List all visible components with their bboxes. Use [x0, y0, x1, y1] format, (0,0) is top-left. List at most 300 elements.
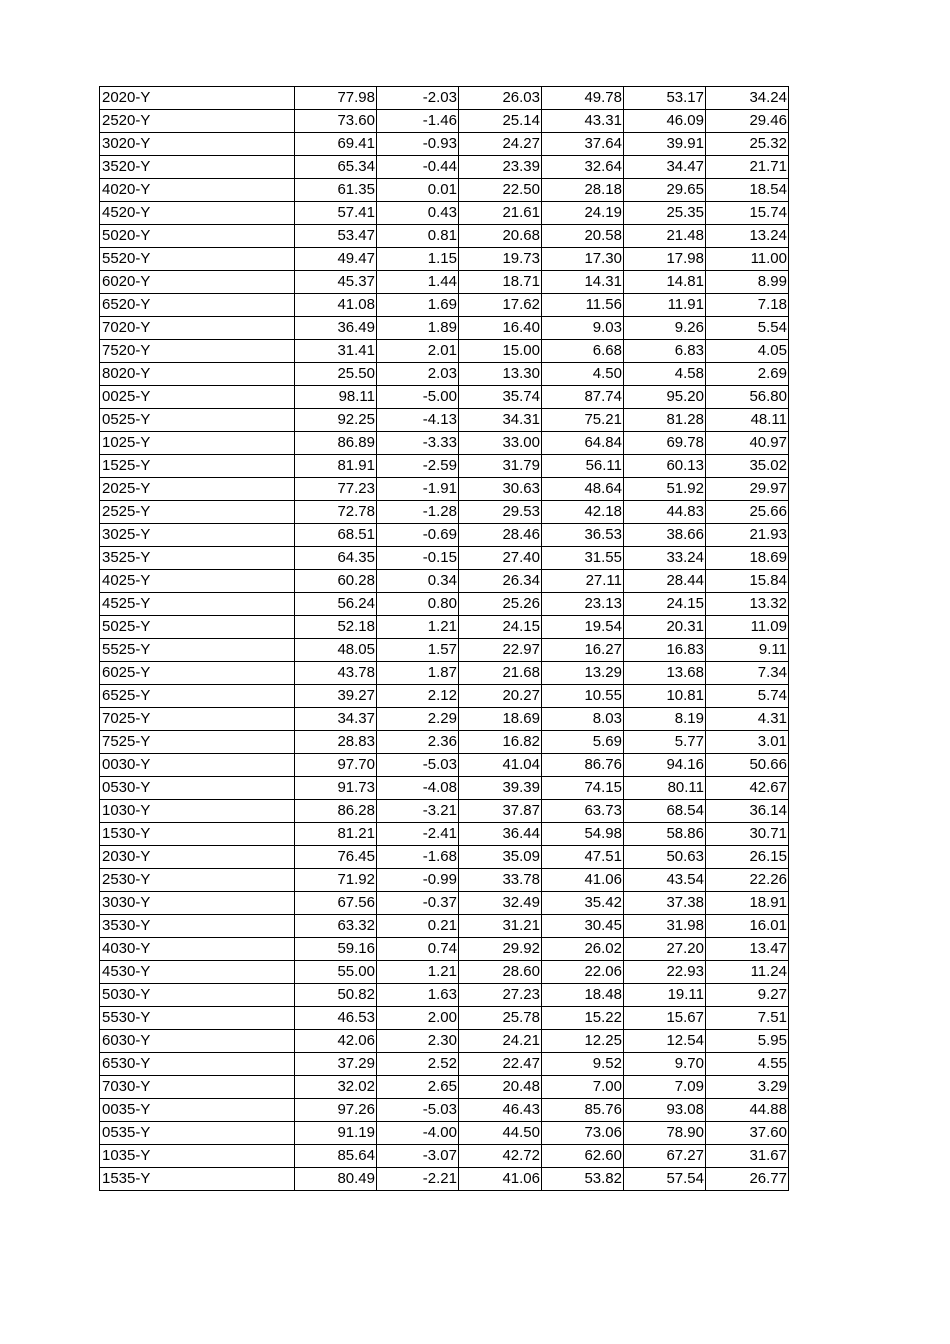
row-label-cell[interactable]: 2520-Y — [100, 110, 295, 133]
value-cell[interactable]: 41.06 — [542, 869, 624, 892]
value-cell[interactable]: 48.05 — [295, 639, 377, 662]
value-cell[interactable]: 91.19 — [295, 1122, 377, 1145]
value-cell[interactable]: 58.86 — [624, 823, 706, 846]
value-cell[interactable]: 32.02 — [295, 1076, 377, 1099]
value-cell[interactable]: 4.50 — [542, 363, 624, 386]
value-cell[interactable]: 57.41 — [295, 202, 377, 225]
row-label-cell[interactable]: 4520-Y — [100, 202, 295, 225]
value-cell[interactable]: 28.18 — [542, 179, 624, 202]
value-cell[interactable]: 38.66 — [624, 524, 706, 547]
value-cell[interactable]: 11.56 — [542, 294, 624, 317]
value-cell[interactable]: 9.27 — [706, 984, 789, 1007]
value-cell[interactable]: 98.11 — [295, 386, 377, 409]
value-cell[interactable]: 40.97 — [706, 432, 789, 455]
value-cell[interactable]: 33.24 — [624, 547, 706, 570]
value-cell[interactable]: 85.76 — [542, 1099, 624, 1122]
value-cell[interactable]: 22.93 — [624, 961, 706, 984]
value-cell[interactable]: 39.39 — [459, 777, 542, 800]
value-cell[interactable]: 26.77 — [706, 1168, 789, 1191]
value-cell[interactable]: 19.73 — [459, 248, 542, 271]
value-cell[interactable]: -5.03 — [377, 1099, 459, 1122]
row-label-cell[interactable]: 6530-Y — [100, 1053, 295, 1076]
value-cell[interactable]: 81.91 — [295, 455, 377, 478]
value-cell[interactable]: 31.98 — [624, 915, 706, 938]
value-cell[interactable]: 48.11 — [706, 409, 789, 432]
value-cell[interactable]: 0.01 — [377, 179, 459, 202]
value-cell[interactable]: 5.54 — [706, 317, 789, 340]
value-cell[interactable]: 5.69 — [542, 731, 624, 754]
value-cell[interactable]: -0.44 — [377, 156, 459, 179]
value-cell[interactable]: 8.03 — [542, 708, 624, 731]
value-cell[interactable]: 62.60 — [542, 1145, 624, 1168]
value-cell[interactable]: 23.13 — [542, 593, 624, 616]
value-cell[interactable]: 18.71 — [459, 271, 542, 294]
value-cell[interactable]: 44.83 — [624, 501, 706, 524]
value-cell[interactable]: 25.35 — [624, 202, 706, 225]
row-label-cell[interactable]: 1535-Y — [100, 1168, 295, 1191]
value-cell[interactable]: 33.78 — [459, 869, 542, 892]
value-cell[interactable]: 9.03 — [542, 317, 624, 340]
row-label-cell[interactable]: 0035-Y — [100, 1099, 295, 1122]
value-cell[interactable]: 36.49 — [295, 317, 377, 340]
row-label-cell[interactable]: 5520-Y — [100, 248, 295, 271]
value-cell[interactable]: 31.67 — [706, 1145, 789, 1168]
value-cell[interactable]: 16.83 — [624, 639, 706, 662]
value-cell[interactable]: 80.11 — [624, 777, 706, 800]
row-label-cell[interactable]: 4025-Y — [100, 570, 295, 593]
value-cell[interactable]: 28.44 — [624, 570, 706, 593]
value-cell[interactable]: 97.26 — [295, 1099, 377, 1122]
value-cell[interactable]: 0.34 — [377, 570, 459, 593]
value-cell[interactable]: 44.88 — [706, 1099, 789, 1122]
row-label-cell[interactable]: 0025-Y — [100, 386, 295, 409]
value-cell[interactable]: 9.70 — [624, 1053, 706, 1076]
value-cell[interactable]: 22.06 — [542, 961, 624, 984]
row-label-cell[interactable]: 5020-Y — [100, 225, 295, 248]
value-cell[interactable]: 76.45 — [295, 846, 377, 869]
value-cell[interactable]: 17.30 — [542, 248, 624, 271]
value-cell[interactable]: 16.82 — [459, 731, 542, 754]
value-cell[interactable]: -2.03 — [377, 87, 459, 110]
value-cell[interactable]: 35.74 — [459, 386, 542, 409]
value-cell[interactable]: 31.21 — [459, 915, 542, 938]
value-cell[interactable]: -3.33 — [377, 432, 459, 455]
value-cell[interactable]: 93.08 — [624, 1099, 706, 1122]
value-cell[interactable]: 39.27 — [295, 685, 377, 708]
value-cell[interactable]: 68.51 — [295, 524, 377, 547]
value-cell[interactable]: 77.98 — [295, 87, 377, 110]
value-cell[interactable]: 20.68 — [459, 225, 542, 248]
value-cell[interactable]: 9.52 — [542, 1053, 624, 1076]
row-label-cell[interactable]: 6525-Y — [100, 685, 295, 708]
value-cell[interactable]: 23.39 — [459, 156, 542, 179]
value-cell[interactable]: 24.21 — [459, 1030, 542, 1053]
value-cell[interactable]: 50.66 — [706, 754, 789, 777]
value-cell[interactable]: -1.28 — [377, 501, 459, 524]
value-cell[interactable]: 37.87 — [459, 800, 542, 823]
value-cell[interactable]: 2.01 — [377, 340, 459, 363]
value-cell[interactable]: 26.34 — [459, 570, 542, 593]
value-cell[interactable]: 43.54 — [624, 869, 706, 892]
value-cell[interactable]: 11.24 — [706, 961, 789, 984]
value-cell[interactable]: 20.48 — [459, 1076, 542, 1099]
row-label-cell[interactable]: 5530-Y — [100, 1007, 295, 1030]
value-cell[interactable]: -0.69 — [377, 524, 459, 547]
value-cell[interactable]: -2.59 — [377, 455, 459, 478]
value-cell[interactable]: 34.47 — [624, 156, 706, 179]
value-cell[interactable]: 36.14 — [706, 800, 789, 823]
row-label-cell[interactable]: 1525-Y — [100, 455, 295, 478]
value-cell[interactable]: 6.68 — [542, 340, 624, 363]
value-cell[interactable]: 22.97 — [459, 639, 542, 662]
value-cell[interactable]: 11.09 — [706, 616, 789, 639]
value-cell[interactable]: -0.37 — [377, 892, 459, 915]
value-cell[interactable]: 28.60 — [459, 961, 542, 984]
value-cell[interactable]: 73.06 — [542, 1122, 624, 1145]
value-cell[interactable]: 13.24 — [706, 225, 789, 248]
value-cell[interactable]: 92.25 — [295, 409, 377, 432]
value-cell[interactable]: 7.18 — [706, 294, 789, 317]
value-cell[interactable]: 43.78 — [295, 662, 377, 685]
value-cell[interactable]: 18.48 — [542, 984, 624, 1007]
value-cell[interactable]: 14.81 — [624, 271, 706, 294]
value-cell[interactable]: 36.53 — [542, 524, 624, 547]
value-cell[interactable]: 32.49 — [459, 892, 542, 915]
value-cell[interactable]: 2.03 — [377, 363, 459, 386]
row-label-cell[interactable]: 6030-Y — [100, 1030, 295, 1053]
value-cell[interactable]: 8.99 — [706, 271, 789, 294]
row-label-cell[interactable]: 0530-Y — [100, 777, 295, 800]
value-cell[interactable]: 9.26 — [624, 317, 706, 340]
value-cell[interactable]: 64.84 — [542, 432, 624, 455]
value-cell[interactable]: 41.08 — [295, 294, 377, 317]
value-cell[interactable]: -1.91 — [377, 478, 459, 501]
value-cell[interactable]: 25.14 — [459, 110, 542, 133]
value-cell[interactable]: 37.38 — [624, 892, 706, 915]
value-cell[interactable]: 30.45 — [542, 915, 624, 938]
row-label-cell[interactable]: 7020-Y — [100, 317, 295, 340]
value-cell[interactable]: 7.00 — [542, 1076, 624, 1099]
value-cell[interactable]: 17.62 — [459, 294, 542, 317]
value-cell[interactable]: 0.43 — [377, 202, 459, 225]
value-cell[interactable]: 24.15 — [624, 593, 706, 616]
value-cell[interactable]: 21.68 — [459, 662, 542, 685]
row-label-cell[interactable]: 6025-Y — [100, 662, 295, 685]
value-cell[interactable]: 2.29 — [377, 708, 459, 731]
value-cell[interactable]: -4.00 — [377, 1122, 459, 1145]
value-cell[interactable]: 1.87 — [377, 662, 459, 685]
value-cell[interactable]: 63.73 — [542, 800, 624, 823]
row-label-cell[interactable]: 2025-Y — [100, 478, 295, 501]
value-cell[interactable]: -1.46 — [377, 110, 459, 133]
row-label-cell[interactable]: 3530-Y — [100, 915, 295, 938]
value-cell[interactable]: 55.00 — [295, 961, 377, 984]
value-cell[interactable]: 73.60 — [295, 110, 377, 133]
value-cell[interactable]: 13.32 — [706, 593, 789, 616]
value-cell[interactable]: 12.54 — [624, 1030, 706, 1053]
value-cell[interactable]: 50.63 — [624, 846, 706, 869]
value-cell[interactable]: 16.40 — [459, 317, 542, 340]
value-cell[interactable]: -0.93 — [377, 133, 459, 156]
value-cell[interactable]: 1.89 — [377, 317, 459, 340]
row-label-cell[interactable]: 3030-Y — [100, 892, 295, 915]
value-cell[interactable]: 49.78 — [542, 87, 624, 110]
value-cell[interactable]: 31.79 — [459, 455, 542, 478]
value-cell[interactable]: 77.23 — [295, 478, 377, 501]
value-cell[interactable]: 51.92 — [624, 478, 706, 501]
value-cell[interactable]: 13.29 — [542, 662, 624, 685]
value-cell[interactable]: 35.02 — [706, 455, 789, 478]
value-cell[interactable]: 65.34 — [295, 156, 377, 179]
row-label-cell[interactable]: 4530-Y — [100, 961, 295, 984]
value-cell[interactable]: 46.43 — [459, 1099, 542, 1122]
value-cell[interactable]: 42.06 — [295, 1030, 377, 1053]
value-cell[interactable]: 29.65 — [624, 179, 706, 202]
row-label-cell[interactable]: 4020-Y — [100, 179, 295, 202]
value-cell[interactable]: 2.30 — [377, 1030, 459, 1053]
value-cell[interactable]: 10.81 — [624, 685, 706, 708]
row-label-cell[interactable]: 2020-Y — [100, 87, 295, 110]
value-cell[interactable]: 24.15 — [459, 616, 542, 639]
value-cell[interactable]: 27.11 — [542, 570, 624, 593]
value-cell[interactable]: 20.58 — [542, 225, 624, 248]
value-cell[interactable]: 1.63 — [377, 984, 459, 1007]
value-cell[interactable]: 15.67 — [624, 1007, 706, 1030]
value-cell[interactable]: 27.20 — [624, 938, 706, 961]
value-cell[interactable]: 95.20 — [624, 386, 706, 409]
value-cell[interactable]: 21.61 — [459, 202, 542, 225]
value-cell[interactable]: 53.17 — [624, 87, 706, 110]
value-cell[interactable]: 0.81 — [377, 225, 459, 248]
row-label-cell[interactable]: 3520-Y — [100, 156, 295, 179]
value-cell[interactable]: 41.04 — [459, 754, 542, 777]
value-cell[interactable]: 53.47 — [295, 225, 377, 248]
row-label-cell[interactable]: 7525-Y — [100, 731, 295, 754]
value-cell[interactable]: -3.07 — [377, 1145, 459, 1168]
value-cell[interactable]: -4.08 — [377, 777, 459, 800]
value-cell[interactable]: 87.74 — [542, 386, 624, 409]
value-cell[interactable]: 86.28 — [295, 800, 377, 823]
value-cell[interactable]: 91.73 — [295, 777, 377, 800]
value-cell[interactable]: 18.69 — [706, 547, 789, 570]
value-cell[interactable]: 13.47 — [706, 938, 789, 961]
value-cell[interactable]: 63.32 — [295, 915, 377, 938]
value-cell[interactable]: 13.30 — [459, 363, 542, 386]
value-cell[interactable]: 19.11 — [624, 984, 706, 1007]
value-cell[interactable]: 4.58 — [624, 363, 706, 386]
value-cell[interactable]: 5.95 — [706, 1030, 789, 1053]
value-cell[interactable]: 17.98 — [624, 248, 706, 271]
value-cell[interactable]: 18.91 — [706, 892, 789, 915]
value-cell[interactable]: 32.64 — [542, 156, 624, 179]
value-cell[interactable]: 37.60 — [706, 1122, 789, 1145]
value-cell[interactable]: 31.41 — [295, 340, 377, 363]
value-cell[interactable]: 53.82 — [542, 1168, 624, 1191]
value-cell[interactable]: 28.83 — [295, 731, 377, 754]
value-cell[interactable]: 26.15 — [706, 846, 789, 869]
value-cell[interactable]: 11.00 — [706, 248, 789, 271]
value-cell[interactable]: 67.27 — [624, 1145, 706, 1168]
value-cell[interactable]: 81.28 — [624, 409, 706, 432]
value-cell[interactable]: 1.44 — [377, 271, 459, 294]
value-cell[interactable]: 35.42 — [542, 892, 624, 915]
value-cell[interactable]: 56.80 — [706, 386, 789, 409]
row-label-cell[interactable]: 2525-Y — [100, 501, 295, 524]
value-cell[interactable]: 22.47 — [459, 1053, 542, 1076]
value-cell[interactable]: 27.40 — [459, 547, 542, 570]
row-label-cell[interactable]: 4030-Y — [100, 938, 295, 961]
value-cell[interactable]: 9.11 — [706, 639, 789, 662]
value-cell[interactable]: 24.27 — [459, 133, 542, 156]
row-label-cell[interactable]: 1035-Y — [100, 1145, 295, 1168]
value-cell[interactable]: 25.50 — [295, 363, 377, 386]
value-cell[interactable]: 1.21 — [377, 961, 459, 984]
value-cell[interactable]: 8.19 — [624, 708, 706, 731]
value-cell[interactable]: -0.15 — [377, 547, 459, 570]
value-cell[interactable]: 78.90 — [624, 1122, 706, 1145]
value-cell[interactable]: 7.34 — [706, 662, 789, 685]
row-label-cell[interactable]: 1530-Y — [100, 823, 295, 846]
value-cell[interactable]: 13.68 — [624, 662, 706, 685]
value-cell[interactable]: 75.21 — [542, 409, 624, 432]
value-cell[interactable]: 41.06 — [459, 1168, 542, 1191]
value-cell[interactable]: 72.78 — [295, 501, 377, 524]
row-label-cell[interactable]: 5030-Y — [100, 984, 295, 1007]
value-cell[interactable]: 52.18 — [295, 616, 377, 639]
value-cell[interactable]: 15.22 — [542, 1007, 624, 1030]
value-cell[interactable]: 30.71 — [706, 823, 789, 846]
value-cell[interactable]: 1.15 — [377, 248, 459, 271]
value-cell[interactable]: 7.51 — [706, 1007, 789, 1030]
value-cell[interactable]: 35.09 — [459, 846, 542, 869]
value-cell[interactable]: 46.09 — [624, 110, 706, 133]
value-cell[interactable]: 69.41 — [295, 133, 377, 156]
value-cell[interactable]: 21.71 — [706, 156, 789, 179]
value-cell[interactable]: 42.18 — [542, 501, 624, 524]
value-cell[interactable]: 27.23 — [459, 984, 542, 1007]
value-cell[interactable]: 16.27 — [542, 639, 624, 662]
value-cell[interactable]: 11.91 — [624, 294, 706, 317]
value-cell[interactable]: 4.05 — [706, 340, 789, 363]
value-cell[interactable]: 42.67 — [706, 777, 789, 800]
value-cell[interactable]: 33.00 — [459, 432, 542, 455]
value-cell[interactable]: 48.64 — [542, 478, 624, 501]
value-cell[interactable]: 15.84 — [706, 570, 789, 593]
value-cell[interactable]: 0.80 — [377, 593, 459, 616]
value-cell[interactable]: 61.35 — [295, 179, 377, 202]
value-cell[interactable]: 68.54 — [624, 800, 706, 823]
value-cell[interactable]: 57.54 — [624, 1168, 706, 1191]
value-cell[interactable]: 10.55 — [542, 685, 624, 708]
value-cell[interactable]: 2.69 — [706, 363, 789, 386]
value-cell[interactable]: 29.92 — [459, 938, 542, 961]
row-label-cell[interactable]: 3025-Y — [100, 524, 295, 547]
value-cell[interactable]: -2.41 — [377, 823, 459, 846]
row-label-cell[interactable]: 6020-Y — [100, 271, 295, 294]
value-cell[interactable]: 15.74 — [706, 202, 789, 225]
value-cell[interactable]: -0.99 — [377, 869, 459, 892]
row-label-cell[interactable]: 0535-Y — [100, 1122, 295, 1145]
value-cell[interactable]: 5.74 — [706, 685, 789, 708]
value-cell[interactable]: 59.16 — [295, 938, 377, 961]
value-cell[interactable]: 29.53 — [459, 501, 542, 524]
value-cell[interactable]: 42.72 — [459, 1145, 542, 1168]
value-cell[interactable]: 28.46 — [459, 524, 542, 547]
row-label-cell[interactable]: 0030-Y — [100, 754, 295, 777]
row-label-cell[interactable]: 7025-Y — [100, 708, 295, 731]
value-cell[interactable]: 25.78 — [459, 1007, 542, 1030]
value-cell[interactable]: 2.65 — [377, 1076, 459, 1099]
value-cell[interactable]: -1.68 — [377, 846, 459, 869]
value-cell[interactable]: 43.31 — [542, 110, 624, 133]
value-cell[interactable]: 81.21 — [295, 823, 377, 846]
value-cell[interactable]: 18.54 — [706, 179, 789, 202]
value-cell[interactable]: 67.56 — [295, 892, 377, 915]
value-cell[interactable]: 3.01 — [706, 731, 789, 754]
row-label-cell[interactable]: 1030-Y — [100, 800, 295, 823]
value-cell[interactable]: 18.69 — [459, 708, 542, 731]
value-cell[interactable]: 1.57 — [377, 639, 459, 662]
value-cell[interactable]: 86.89 — [295, 432, 377, 455]
value-cell[interactable]: 50.82 — [295, 984, 377, 1007]
value-cell[interactable]: 5.77 — [624, 731, 706, 754]
value-cell[interactable]: 2.12 — [377, 685, 459, 708]
value-cell[interactable]: 64.35 — [295, 547, 377, 570]
row-label-cell[interactable]: 3020-Y — [100, 133, 295, 156]
row-label-cell[interactable]: 2030-Y — [100, 846, 295, 869]
value-cell[interactable]: 60.28 — [295, 570, 377, 593]
row-label-cell[interactable]: 6520-Y — [100, 294, 295, 317]
value-cell[interactable]: 6.83 — [624, 340, 706, 363]
value-cell[interactable]: 24.19 — [542, 202, 624, 225]
value-cell[interactable]: 97.70 — [295, 754, 377, 777]
row-label-cell[interactable]: 3525-Y — [100, 547, 295, 570]
row-label-cell[interactable]: 1025-Y — [100, 432, 295, 455]
value-cell[interactable]: 12.25 — [542, 1030, 624, 1053]
value-cell[interactable]: 60.13 — [624, 455, 706, 478]
value-cell[interactable]: 26.02 — [542, 938, 624, 961]
value-cell[interactable]: 56.24 — [295, 593, 377, 616]
value-cell[interactable]: 80.49 — [295, 1168, 377, 1191]
value-cell[interactable]: -5.00 — [377, 386, 459, 409]
row-label-cell[interactable]: 8020-Y — [100, 363, 295, 386]
value-cell[interactable]: 1.69 — [377, 294, 459, 317]
value-cell[interactable]: 34.31 — [459, 409, 542, 432]
value-cell[interactable]: 21.93 — [706, 524, 789, 547]
value-cell[interactable]: 7.09 — [624, 1076, 706, 1099]
value-cell[interactable]: 94.16 — [624, 754, 706, 777]
value-cell[interactable]: 20.31 — [624, 616, 706, 639]
value-cell[interactable]: 47.51 — [542, 846, 624, 869]
value-cell[interactable]: 2.00 — [377, 1007, 459, 1030]
value-cell[interactable]: 15.00 — [459, 340, 542, 363]
value-cell[interactable]: 26.03 — [459, 87, 542, 110]
value-cell[interactable]: 1.21 — [377, 616, 459, 639]
value-cell[interactable]: 16.01 — [706, 915, 789, 938]
value-cell[interactable]: -5.03 — [377, 754, 459, 777]
value-cell[interactable]: 69.78 — [624, 432, 706, 455]
value-cell[interactable]: 29.97 — [706, 478, 789, 501]
value-cell[interactable]: 25.32 — [706, 133, 789, 156]
row-label-cell[interactable]: 7030-Y — [100, 1076, 295, 1099]
row-label-cell[interactable]: 5025-Y — [100, 616, 295, 639]
value-cell[interactable]: 31.55 — [542, 547, 624, 570]
value-cell[interactable]: 25.26 — [459, 593, 542, 616]
value-cell[interactable]: 71.92 — [295, 869, 377, 892]
value-cell[interactable]: 39.91 — [624, 133, 706, 156]
value-cell[interactable]: 49.47 — [295, 248, 377, 271]
value-cell[interactable]: 46.53 — [295, 1007, 377, 1030]
